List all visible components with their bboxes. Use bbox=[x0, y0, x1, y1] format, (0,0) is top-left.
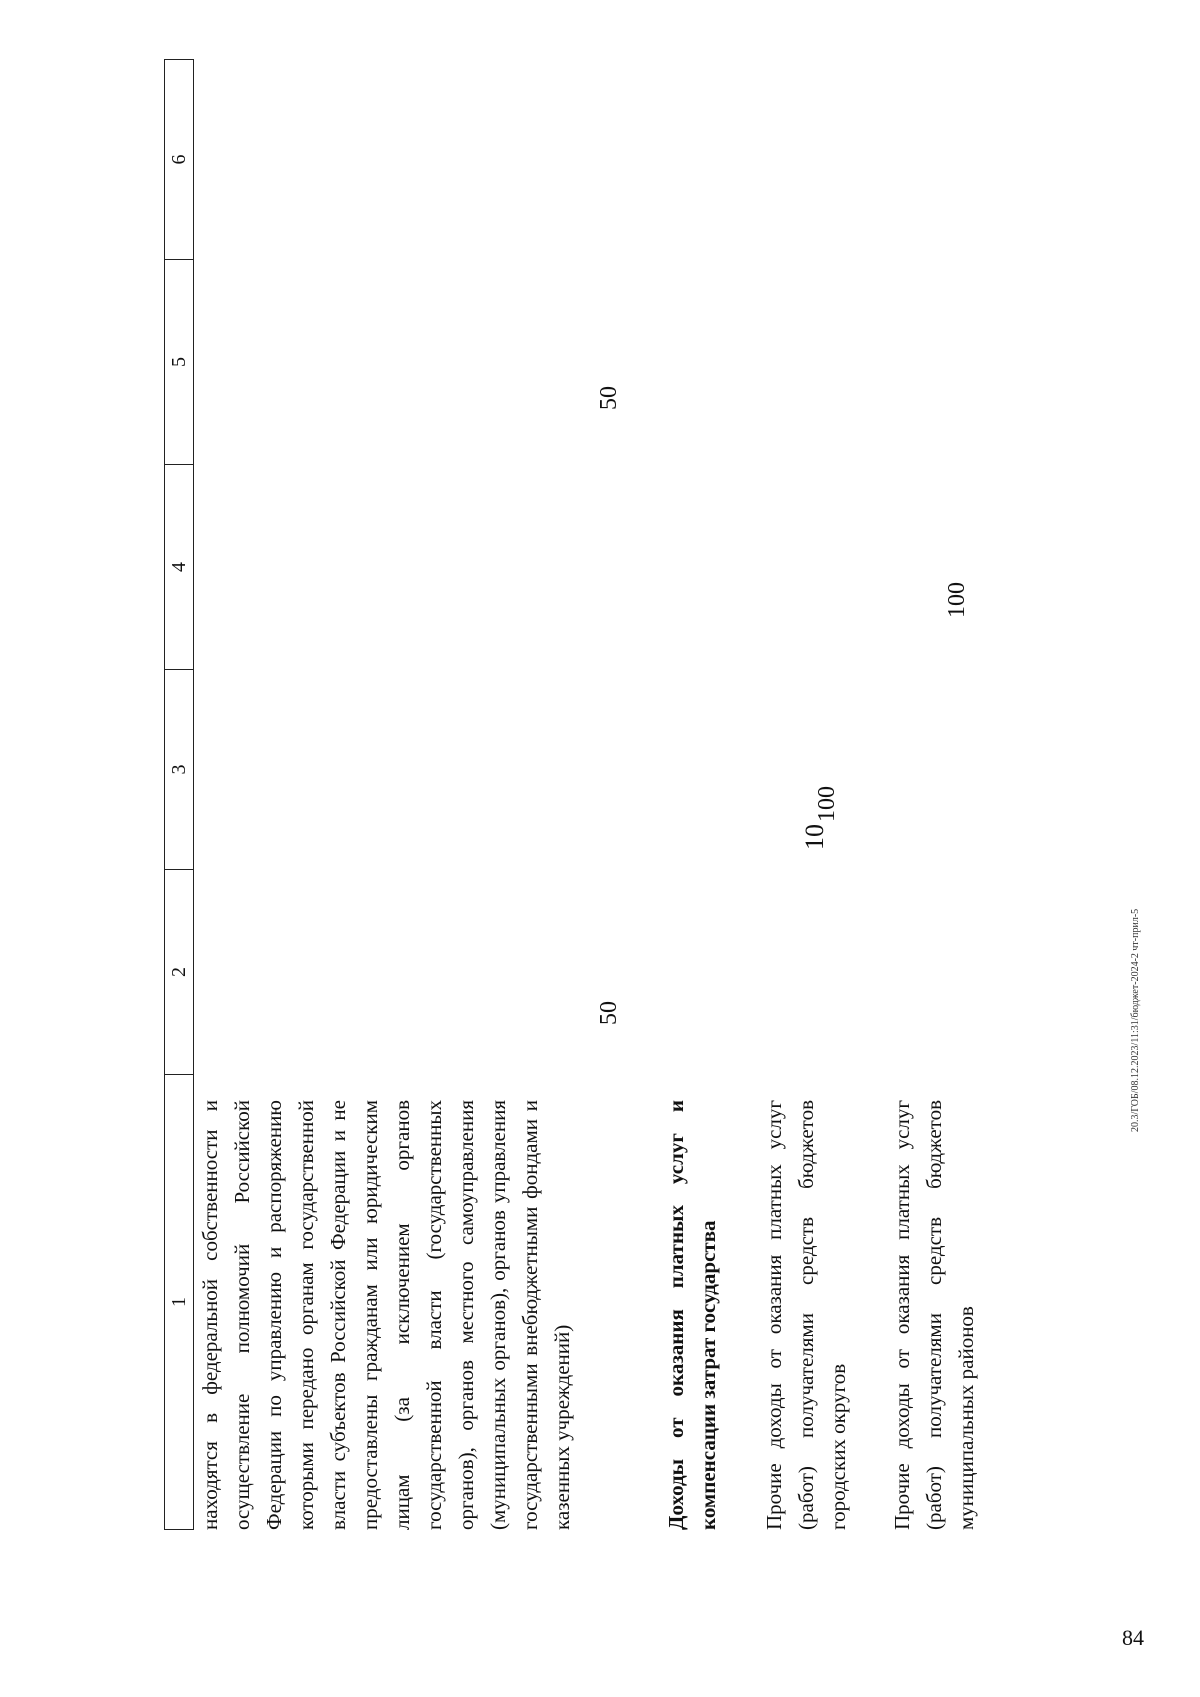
row-description-bold: Доходы от оказания платных услуг и компенсации затрат государства bbox=[664, 1100, 720, 1530]
document-code: 20.3/ГОБ/08.12.2023/11:31/бюджет-2024-2 чт-прил-5 bbox=[1130, 908, 1141, 1132]
row-value-col3: 100 bbox=[814, 786, 840, 822]
column-number: 3 bbox=[165, 670, 194, 870]
row-value-col2: 50 bbox=[596, 1001, 622, 1025]
row-description: Прочие доходы от оказания платных услуг (работ) получателями средств бюджетов городских округов bbox=[762, 1100, 850, 1530]
row-description: находятся в федеральной собственности и осуществление полномочий Российской Федерации по управлению и распоряжению которыми передано органам государственной власти субъектов Российской Федерации и не предоставлены гражданам или юридическим лицам (за исключением органов государственной власти (государственных органов), органов местного самоуправления (муниципальных органов), органов управления государственными внебюджетными фондами и казенных учреждений) bbox=[198, 1100, 574, 1530]
row-value-col4: 100 bbox=[944, 582, 970, 618]
row-value-col5: 50 bbox=[596, 386, 622, 410]
column-number: 2 bbox=[165, 870, 194, 1075]
header-page-number: 10 bbox=[800, 824, 829, 850]
column-number: 1 bbox=[165, 1075, 194, 1530]
column-number: 4 bbox=[165, 465, 194, 670]
column-number: 5 bbox=[165, 260, 194, 465]
rotated-table-page bbox=[164, 60, 1164, 1530]
page-number: 84 bbox=[1122, 1625, 1144, 1650]
row-description: Прочие доходы от оказания платных услуг (работ) получателями средств бюджетов муниципальных районов bbox=[890, 1100, 978, 1530]
column-number: 6 bbox=[165, 60, 194, 260]
column-number-header bbox=[164, 59, 194, 1530]
